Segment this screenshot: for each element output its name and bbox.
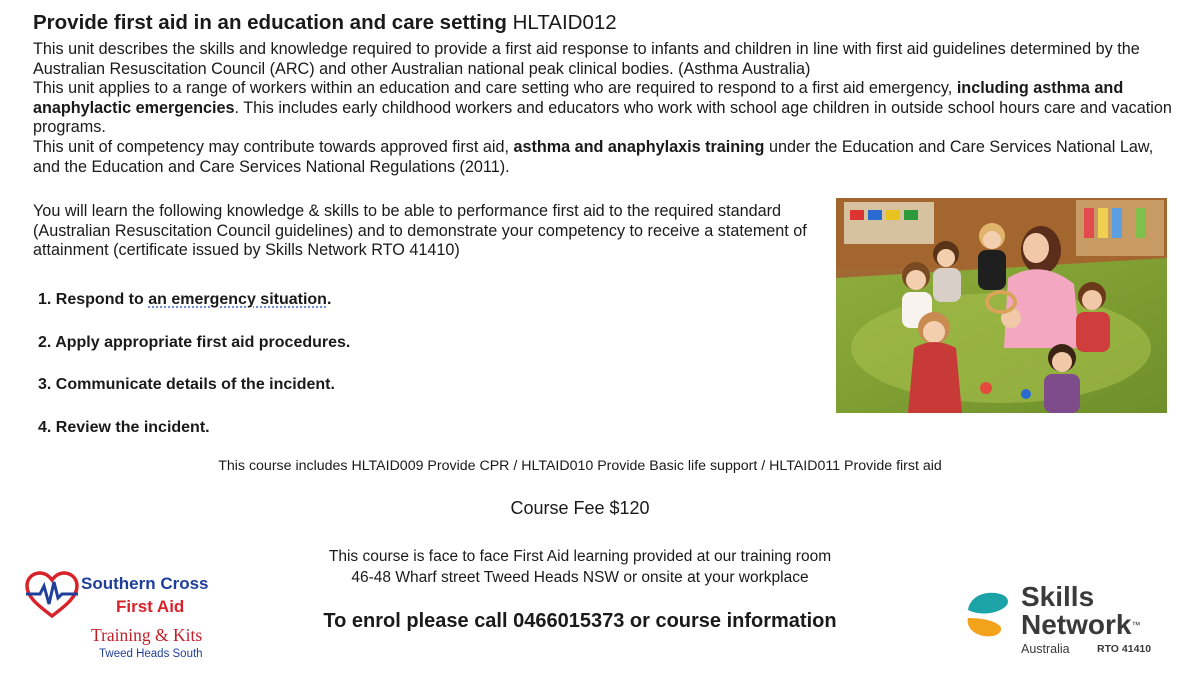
- intro-paragraph-1: This unit describes the skills and knowledge required to provide a first aid response to infants and children in line with first aid guidelines determined by the Australian Resuscitation Council (ARC) and other Australian national peak clinical bodies. (Asthma Australia): [33, 40, 1140, 78]
- intro-p3-bold: asthma and anaphylaxis training: [513, 137, 765, 156]
- intro-paragraph-3: [33, 138, 1183, 177]
- intro-p3-text: This unit of competency may contribute towards approved first aid,: [33, 137, 509, 156]
- skills-list: [38, 290, 350, 460]
- course-code: HLTAID012: [512, 11, 617, 34]
- classroom-photo-illustration: [836, 198, 1167, 413]
- course-title: Provide first aid in an education and care setting: [33, 11, 507, 34]
- venue-line-2: 46-48 Wharf street Tweed Heads NSW or onsite at your workplace: [351, 569, 809, 586]
- logo-left-line-1: Southern Cross: [81, 574, 209, 593]
- skills-network-mark-icon: [964, 588, 1010, 638]
- course-fee: Course Fee $120: [510, 498, 650, 518]
- page-title: [33, 10, 617, 36]
- logo-right-line-2: [1021, 610, 1140, 640]
- children-first-aid-class-photo: [836, 198, 1167, 413]
- intro-section: [33, 40, 1183, 177]
- step-1-period: .: [326, 291, 332, 308]
- skills-network-logo: [964, 581, 1179, 664]
- logo-left-line-3: Training & Kits: [91, 625, 203, 645]
- intro-p2-text-end: . This includes early childhood workers and educators who work with school age children in outside school hours care and vacation programs.: [33, 98, 1172, 137]
- intro-p3-text-end: under the Education and Care Services National Law, and the Education and Care Services National Regulations (2011).: [33, 137, 1154, 176]
- heart-heartbeat-icon: [24, 570, 80, 620]
- logo-right-network: Network: [1021, 609, 1132, 640]
- intro-p2-bold: including asthma and anaphylactic emergencies: [33, 79, 1124, 117]
- trademark-symbol: ™: [1131, 620, 1141, 630]
- skills-list-item: [38, 290, 350, 310]
- logo-right-line-1: Skills: [1021, 581, 1095, 612]
- skills-list-item: 4. Review the incident.: [38, 418, 210, 436]
- venue-line-1: This course is face to face First Aid learning provided at our training room: [328, 548, 832, 565]
- intro-p2-text: This unit applies to a range of workers within an education and care setting who are required to respond to a first aid emergency,: [33, 79, 953, 98]
- logo-left-line-4: Tweed Heads South: [99, 648, 203, 660]
- intro-paragraph-2: [33, 79, 1183, 138]
- southern-cross-logo: [24, 568, 254, 668]
- learn-paragraph: You will learn the following knowledge & skills to be able to performance first aid to the required standard (Australian Resuscitation Council guidelines) and to demonstrate your competency to receive a statement of attainment (certificate issued by Skills Network RTO 41410): [33, 202, 807, 260]
- step-1-text: 1. Respond to: [38, 291, 144, 308]
- course-includes: This course includes HLTAID009 Provide CPR / HLTAID010 Provide Basic life support / HLTAID011 Provide first aid: [218, 458, 942, 474]
- skills-list-item: 2. Apply appropriate first aid procedures.: [38, 333, 351, 351]
- enrol-contact: To enrol please call 0466015373 or course information: [323, 610, 837, 632]
- logo-left-line-2: First Aid: [116, 597, 185, 616]
- skills-list-item: 3. Communicate details of the incident.: [38, 376, 335, 394]
- logo-right-line-3: Australia: [1021, 642, 1070, 656]
- step-1-underlined: an emergency situation: [148, 291, 327, 308]
- logo-right-line-4: RTO 41410: [1097, 643, 1152, 655]
